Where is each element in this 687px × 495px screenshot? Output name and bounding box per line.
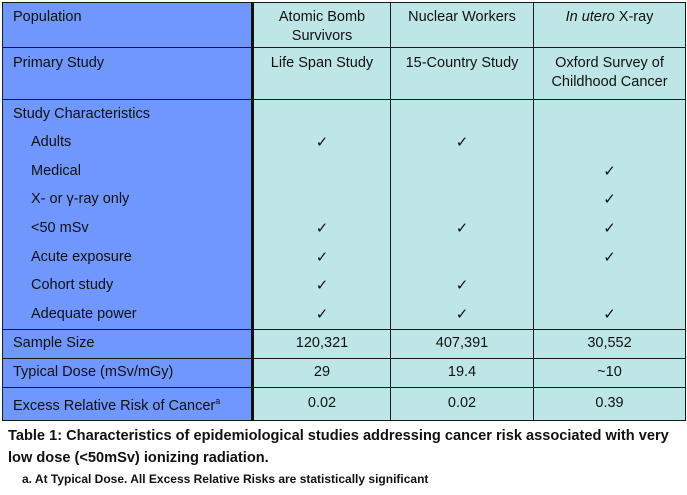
check-mark-icon: ✓ xyxy=(603,305,616,324)
characteristic-label: Medical xyxy=(31,162,81,179)
empty-cell xyxy=(534,128,685,157)
characteristic-label: X- or γ-ray only xyxy=(31,191,130,208)
in-utero-check-list xyxy=(534,128,685,329)
excess-risk-atomic: 0.02 xyxy=(253,387,391,420)
check-mark-icon: ✓ xyxy=(315,133,329,151)
sample-size-label: Sample Size xyxy=(3,329,253,358)
sample-size-in-utero: 30,552 xyxy=(534,329,686,358)
characteristic-label: Adequate power xyxy=(31,306,137,323)
check-mark-icon: ✓ xyxy=(603,247,616,266)
empty-cell xyxy=(254,185,390,214)
empty-cell xyxy=(391,243,533,272)
primary-study-row xyxy=(3,48,686,100)
check-mark-icon: ✓ xyxy=(603,219,616,238)
study-characteristics-labels xyxy=(3,100,253,330)
check-mark-icon: ✓ xyxy=(455,276,469,295)
study-characteristics-row xyxy=(3,100,686,330)
in-utero-characteristics xyxy=(534,100,686,330)
oxford-survey: Oxford Survey of Childhood Cancer xyxy=(534,48,686,100)
characteristic-label: Acute exposure xyxy=(31,248,132,265)
check-mark-icon: ✓ xyxy=(315,276,329,295)
excess-risk-in-utero: 0.39 xyxy=(534,387,686,420)
nuclear-workers-check-list xyxy=(391,128,533,329)
typical-dose-nuclear: 19.4 xyxy=(391,358,534,387)
empty-cell xyxy=(391,157,533,186)
nuclear-workers-characteristics xyxy=(391,100,534,330)
characteristic-label-list xyxy=(13,128,251,329)
check-mark-icon: ✓ xyxy=(603,190,616,209)
fifteen-country-study: 15-Country Study xyxy=(391,48,534,100)
study-characteristics-title: Study Characteristics xyxy=(13,106,150,122)
empty-cell xyxy=(391,185,533,214)
in-utero-italic: In utero xyxy=(565,9,615,25)
characteristic-label: <50 mSv xyxy=(31,220,89,237)
typical-dose-label: Typical Dose (mSv/mGy) xyxy=(3,358,253,387)
table-caption: Table 1: Characteristics of epidemiological studies addressing cancer risk associated with very low dose (<50mSv) ionizing radiation. xyxy=(8,428,669,466)
sample-size-row xyxy=(3,329,686,358)
table-footnote: a. At Typical Dose. All Excess Relative Risks are statistically significant xyxy=(22,472,429,486)
primary-study-label: Primary Study xyxy=(3,48,253,100)
typical-dose-row xyxy=(3,358,686,387)
excess-risk-label xyxy=(3,387,253,420)
population-label: Population xyxy=(3,3,253,48)
characteristic-label: Adults xyxy=(31,134,72,150)
check-mark-icon: ✓ xyxy=(603,161,616,180)
characteristic-label: Cohort study xyxy=(31,277,114,294)
excess-risk-nuclear: 0.02 xyxy=(391,387,534,420)
atomic-bomb-characteristics xyxy=(253,100,391,330)
study-characteristics-table xyxy=(2,2,686,421)
check-mark-icon: ✓ xyxy=(455,133,469,151)
excess-risk-text: Excess Relative Risk of Cancer xyxy=(13,397,216,414)
excess-risk-row xyxy=(3,387,686,420)
atomic-bomb-header: Atomic Bomb Survivors xyxy=(253,3,391,48)
empty-cell xyxy=(254,157,390,186)
sample-size-atomic: 120,321 xyxy=(253,329,391,358)
typical-dose-atomic: 29 xyxy=(253,358,391,387)
check-mark-icon: ✓ xyxy=(455,305,469,324)
in-utero-rest: X-ray xyxy=(614,9,654,25)
nuclear-workers-header: Nuclear Workers xyxy=(391,3,534,48)
empty-cell xyxy=(534,271,685,300)
footnote-marker: a xyxy=(215,395,221,406)
check-mark-icon: ✓ xyxy=(315,247,329,266)
check-mark-icon: ✓ xyxy=(315,219,329,238)
atomic-bomb-check-list xyxy=(254,128,390,329)
typical-dose-in-utero: ~10 xyxy=(534,358,686,387)
life-span-study: Life Span Study xyxy=(253,48,391,100)
sample-size-nuclear: 407,391 xyxy=(391,329,534,358)
in-utero-header xyxy=(534,3,686,48)
check-mark-icon: ✓ xyxy=(455,219,469,238)
check-mark-icon: ✓ xyxy=(315,305,329,324)
population-row xyxy=(3,3,686,48)
